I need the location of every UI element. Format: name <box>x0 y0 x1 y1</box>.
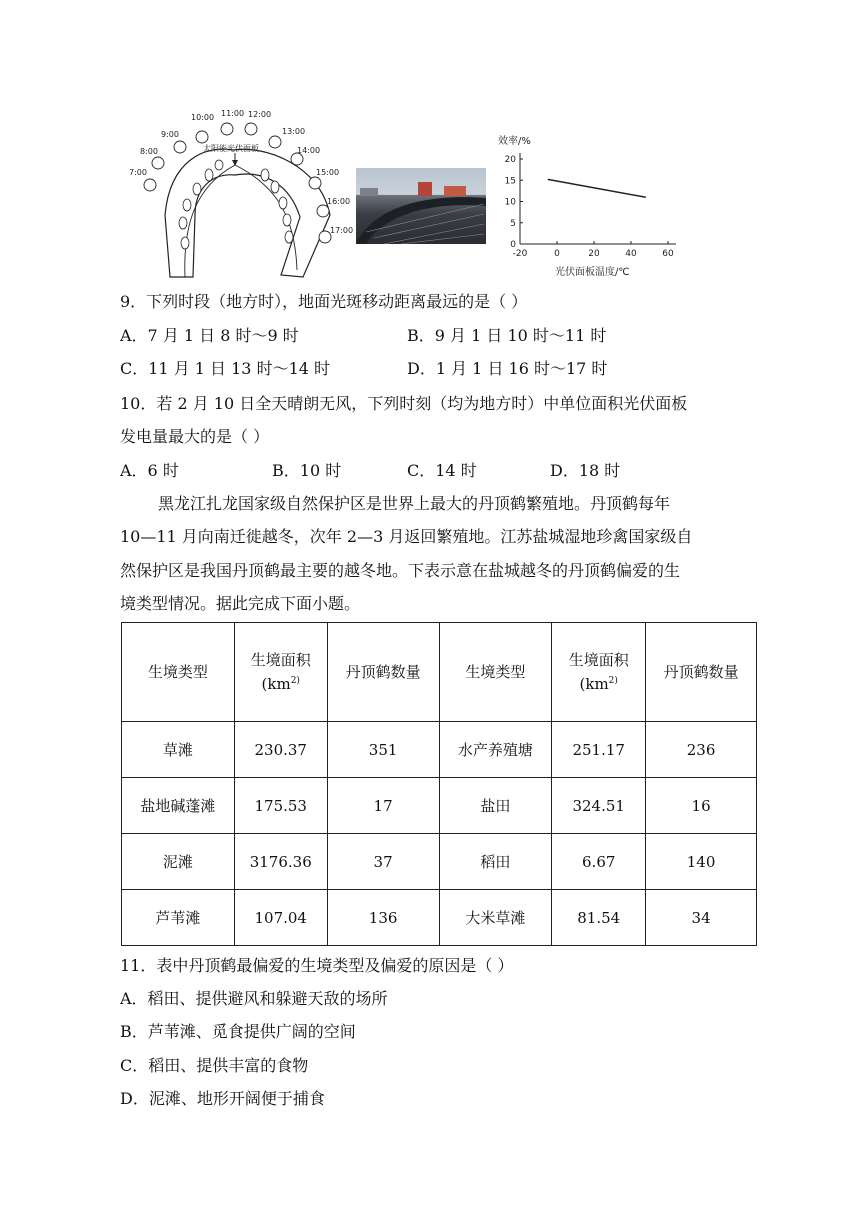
q9-option-b[interactable]: B．9 月 1 日 10 时～11 时 <box>407 326 607 345</box>
solar-roof-photo <box>356 168 486 244</box>
y-tick-label: 10 <box>504 197 516 208</box>
table-cell: 稻田 <box>439 834 552 890</box>
chart-ylabel: 效率/% <box>498 136 531 147</box>
y-tick-label: 20 <box>504 155 516 165</box>
q10-option-a[interactable]: A．6 时 <box>120 461 179 480</box>
time-label: 8:00 <box>140 147 158 156</box>
table-cell: 大米草滩 <box>439 890 552 946</box>
time-label: 13:00 <box>282 127 306 136</box>
panel-rows <box>356 192 486 244</box>
table-cell: 芦苇滩 <box>122 890 235 946</box>
passage-line: 境类型情况。据此完成下面小题。 <box>120 594 361 613</box>
table-cell: 盐田 <box>439 778 552 834</box>
table-cell: 34 <box>646 890 757 946</box>
table-cell: 351 <box>327 722 439 778</box>
table-cell: 6.67 <box>552 834 646 890</box>
time-label: 17:00 <box>330 226 354 235</box>
q9-option-c[interactable]: C．11 月 1 日 13 时～14 时 <box>120 359 331 378</box>
q10-stem-line2: 发电量最大的是（ ） <box>120 427 270 446</box>
table-cell: 盐地碱蓬滩 <box>122 778 235 834</box>
table-row <box>122 834 757 890</box>
table-cell: 236 <box>646 722 757 778</box>
y-tick-label: 0 <box>510 240 516 250</box>
table-cell: 136 <box>327 890 439 946</box>
x-tick-label: 40 <box>625 249 637 259</box>
y-tick-label: 15 <box>504 176 516 187</box>
table-row <box>122 722 757 778</box>
time-label: 16:00 <box>327 197 351 206</box>
table-cell: 175.53 <box>234 778 327 834</box>
q11-option-d[interactable]: D．泥滩、地形开阔便于捕食 <box>120 1089 325 1108</box>
table-cell: 324.51 <box>552 778 646 834</box>
efficiency-line <box>548 179 646 197</box>
time-label: 15:00 <box>316 168 340 177</box>
table-cell: 17 <box>327 778 439 834</box>
q10-option-c[interactable]: C．14 时 <box>407 461 477 480</box>
q11-stem: 11．表中丹顶鹤最偏爱的生境类型及偏爱的原因是（ ） <box>120 956 514 975</box>
x-tick-label: 20 <box>588 249 600 259</box>
table-cell: 230.37 <box>234 722 327 778</box>
header-habitat-area: 生境面积 ($km^{2)}$ <box>234 623 327 722</box>
q9-option-a[interactable]: A．7 月 1 日 8 时～9 时 <box>120 326 299 345</box>
table-cell: 草滩 <box>122 722 235 778</box>
table-cell: 140 <box>646 834 757 890</box>
y-tick-label: 5 <box>510 218 516 229</box>
table-cell: 107.04 <box>234 890 327 946</box>
x-tick-label: 0 <box>554 249 560 259</box>
table-row <box>122 890 757 946</box>
header-crane-count: 丹顶鹤数量 <box>646 623 757 722</box>
time-label: 14:00 <box>297 146 321 155</box>
header-habitat-type: 生境类型 <box>122 623 235 722</box>
time-label: 11:00 <box>221 109 245 118</box>
table-row <box>122 778 757 834</box>
time-label: 9:00 <box>161 130 179 139</box>
header-habitat-area: 生境面积 ($km^{2)}$ <box>552 623 646 722</box>
table-cell: 81.54 <box>552 890 646 946</box>
q9-stem: 9．下列时段（地方时），地面光斑移动距离最远的是（ ） <box>120 292 528 311</box>
table-cell: 251.17 <box>552 722 646 778</box>
passage-line: 10—11 月向南迁徙越冬，次年 2—3 月返回繁殖地。江苏盐城湿地珍禽国家级自 <box>120 527 693 546</box>
q10-stem-line1: 10．若 2 月 10 日全天晴朗无风，下列时刻（均为地方时）中单位面积光伏面板 <box>120 394 688 413</box>
header-habitat-type: 生境类型 <box>439 623 552 722</box>
passage-line: 然保护区是我国丹顶鹤最主要的越冬地。下表示意在盐城越冬的丹顶鹤偏爱的生 <box>120 561 681 580</box>
q10-option-b[interactable]: B．10 时 <box>272 461 342 480</box>
table-cell: 泥滩 <box>122 834 235 890</box>
table-cell: 16 <box>646 778 757 834</box>
arch-outer <box>165 149 330 277</box>
arch-label: 太阳能光伏面板 <box>203 144 259 153</box>
x-tick-label: 60 <box>662 249 674 259</box>
header-crane-count: 丹顶鹤数量 <box>327 623 439 722</box>
chart-xlabel: 光伏面板温度/℃ <box>555 267 630 278</box>
q11-option-b[interactable]: B．芦苇滩、觅食提供广阔的空间 <box>120 1022 356 1041</box>
table-cell: 水产养殖塘 <box>439 722 552 778</box>
time-label: 12:00 <box>248 110 272 119</box>
table-cell: 37 <box>327 834 439 890</box>
q10-option-d[interactable]: D．18 时 <box>550 461 621 480</box>
table-cell: 3176.36 <box>234 834 327 890</box>
q11-option-c[interactable]: C．稻田、提供丰富的食物 <box>120 1056 309 1075</box>
time-label: 10:00 <box>191 113 215 122</box>
habitat-table <box>121 622 757 946</box>
efficiency-chart <box>493 132 683 280</box>
q11-option-a[interactable]: A．稻田、提供避风和躲避天敌的场所 <box>120 989 388 1008</box>
q9-option-d[interactable]: D．1 月 1 日 16 时～17 时 <box>407 359 608 378</box>
x-tick-label: -20 <box>512 249 528 259</box>
passage-line: 黑龙江扎龙国家级自然保护区是世界上最大的丹顶鹤繁殖地。丹顶鹤每年 <box>158 494 671 513</box>
time-label: 7:00 <box>129 168 147 177</box>
solar-arch-diagram <box>125 105 360 280</box>
table-header-row <box>122 623 757 722</box>
